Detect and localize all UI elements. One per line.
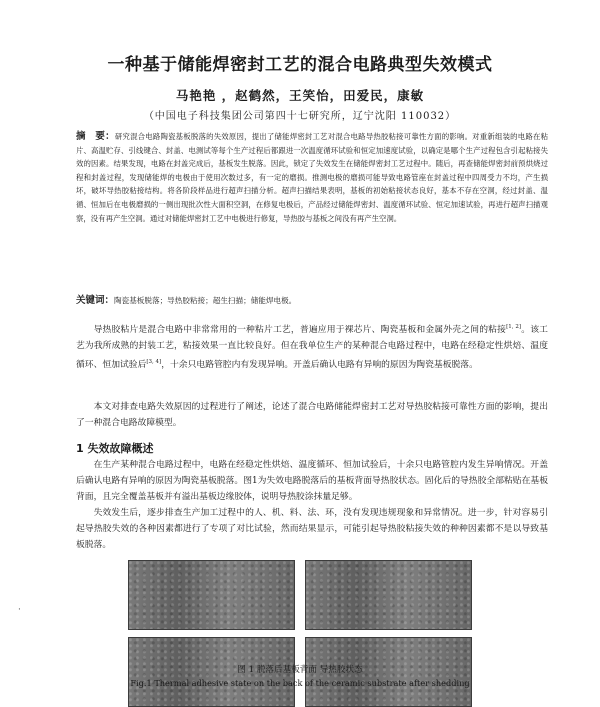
intro-p1-part-c: ，十余只电路管腔内有发现异响。开盖后确认电路有异响的原因为陶瓷基板脱落。 xyxy=(161,359,478,370)
substrate-photo xyxy=(128,560,295,630)
keywords-text: 陶瓷基板脱落；导热胶粘接；超生扫描；储能焊电极。 xyxy=(114,296,297,305)
section-1-paragraph-2: 失效发生后，逐步排查生产加工过程中的人、机、料、法、环，没有发现违规现象和异常情况。进一步，针对容易引起导热胶失效的各种因素都进行了专项了对比试验，然而结果显示，可能引起导热胶粘接失效的种种因素都不是以导致基板脱落。 xyxy=(76,508,548,550)
abstract-label: 摘 要： xyxy=(76,131,115,142)
intro-paragraph-2: 本文对排查电路失效原因的过程进行了阐述，论述了混合电路储能焊密封工艺对导热胶粘接可靠性方面的影响，提出了一种混合电路故障模型。 xyxy=(76,402,548,428)
section-1-heading: 1 失效故障概述 xyxy=(76,442,154,455)
keywords-label: 关键词： xyxy=(76,295,115,306)
citation-ref: [3, 4] xyxy=(146,358,162,365)
citation-ref: [1, 2] xyxy=(506,324,522,330)
intro-paragraph-1 xyxy=(76,320,548,373)
figure-caption-en: Fig.1 Thermal adhesive state on the back of the ceramic substrate after shedding xyxy=(130,678,470,688)
abstract-text: 研究混合电路陶瓷基板脱落的失效原因，提出了储能焊密封工艺对混合电路导热胶粘接可靠性方面的影响。对重新组装的电路在粘片、高温贮存、引线键合、封盖、电测试等每个生产过程后都跟进一次温度循环试验和恒定加速度试验，以确定是哪个生产过程包含引起粘接失效的因素。结果发现，电路在封盖完成后，基板发生脱落。因此，锁定了失效发生在储能焊密封工艺过程中。随后，再查储能焊密封前预烘烧过程和封盖过程，发现储能焊的电极由于使用次数过多，有一定的磨损。推测电极的磨损可能导致电路管座在封盖过程中四周受力不均，产生损坏，破坏导热胶粘接结构。将各阶段样品进行超声扫描分析。超声扫描结果表明，基板的初始粘接状态良好，基本不存在空洞，经过封盖、温循、恒加后在电极磨损的一侧出现批次性大面积空洞，在修复电极后，产品经过储能焊密封、温度循环试验、恒定加速试验，再进行超声扫描观察，没有再产生空洞。通过对储能焊密封工艺中电极进行修复，导热胶与基板之间没有再产生空洞。 xyxy=(76,132,548,223)
section-1-paragraph-1: 在生产某种混合电路过程中，电路在经稳定性烘焙、温度循环、恒加试验后，十余只电路管腔内发生异响情况。开盖后确认电路有异响的原因为陶瓷基板脱落。图1为失效电路脱落后的基板背面导热胶状态。固化后的导热胶全部粘贴在基板背面，且完全覆盖基板并有溢出基板边缘胶体，说明导热胶涂抹量足够。 xyxy=(76,460,548,502)
intro-p1-part-b: 。该工艺为我所成熟的封装工艺，粘接效果一直比较良好。但在我单位生产的某种混合电路过程中，电路在经稳定性烘焙、温度循环、恒加试验后 xyxy=(76,324,548,370)
paper-title: 一种基于储能焊密封工艺的混合电路典型失效模式 xyxy=(107,55,493,75)
margin-mark: · xyxy=(18,605,21,615)
figure-caption-cn: 图 1 脱落后基板背面 导热胶状态 xyxy=(237,665,363,675)
substrate-photo xyxy=(305,560,472,630)
keywords xyxy=(76,295,548,307)
paper-affiliation: （中国电子科技集团公司第四十七研究所，辽宁沈阳 110032） xyxy=(143,111,457,122)
intro-p1-part-a: 导热胶粘片是混合电路中非常常用的一种粘片工艺，普遍应用于裸芯片、陶瓷基板和金属外壳之间的粘接 xyxy=(93,324,507,335)
paper-authors: 马艳艳 ，赵鹤然，王笑怡，田爱民，康敏 xyxy=(175,88,425,103)
abstract xyxy=(76,130,548,225)
